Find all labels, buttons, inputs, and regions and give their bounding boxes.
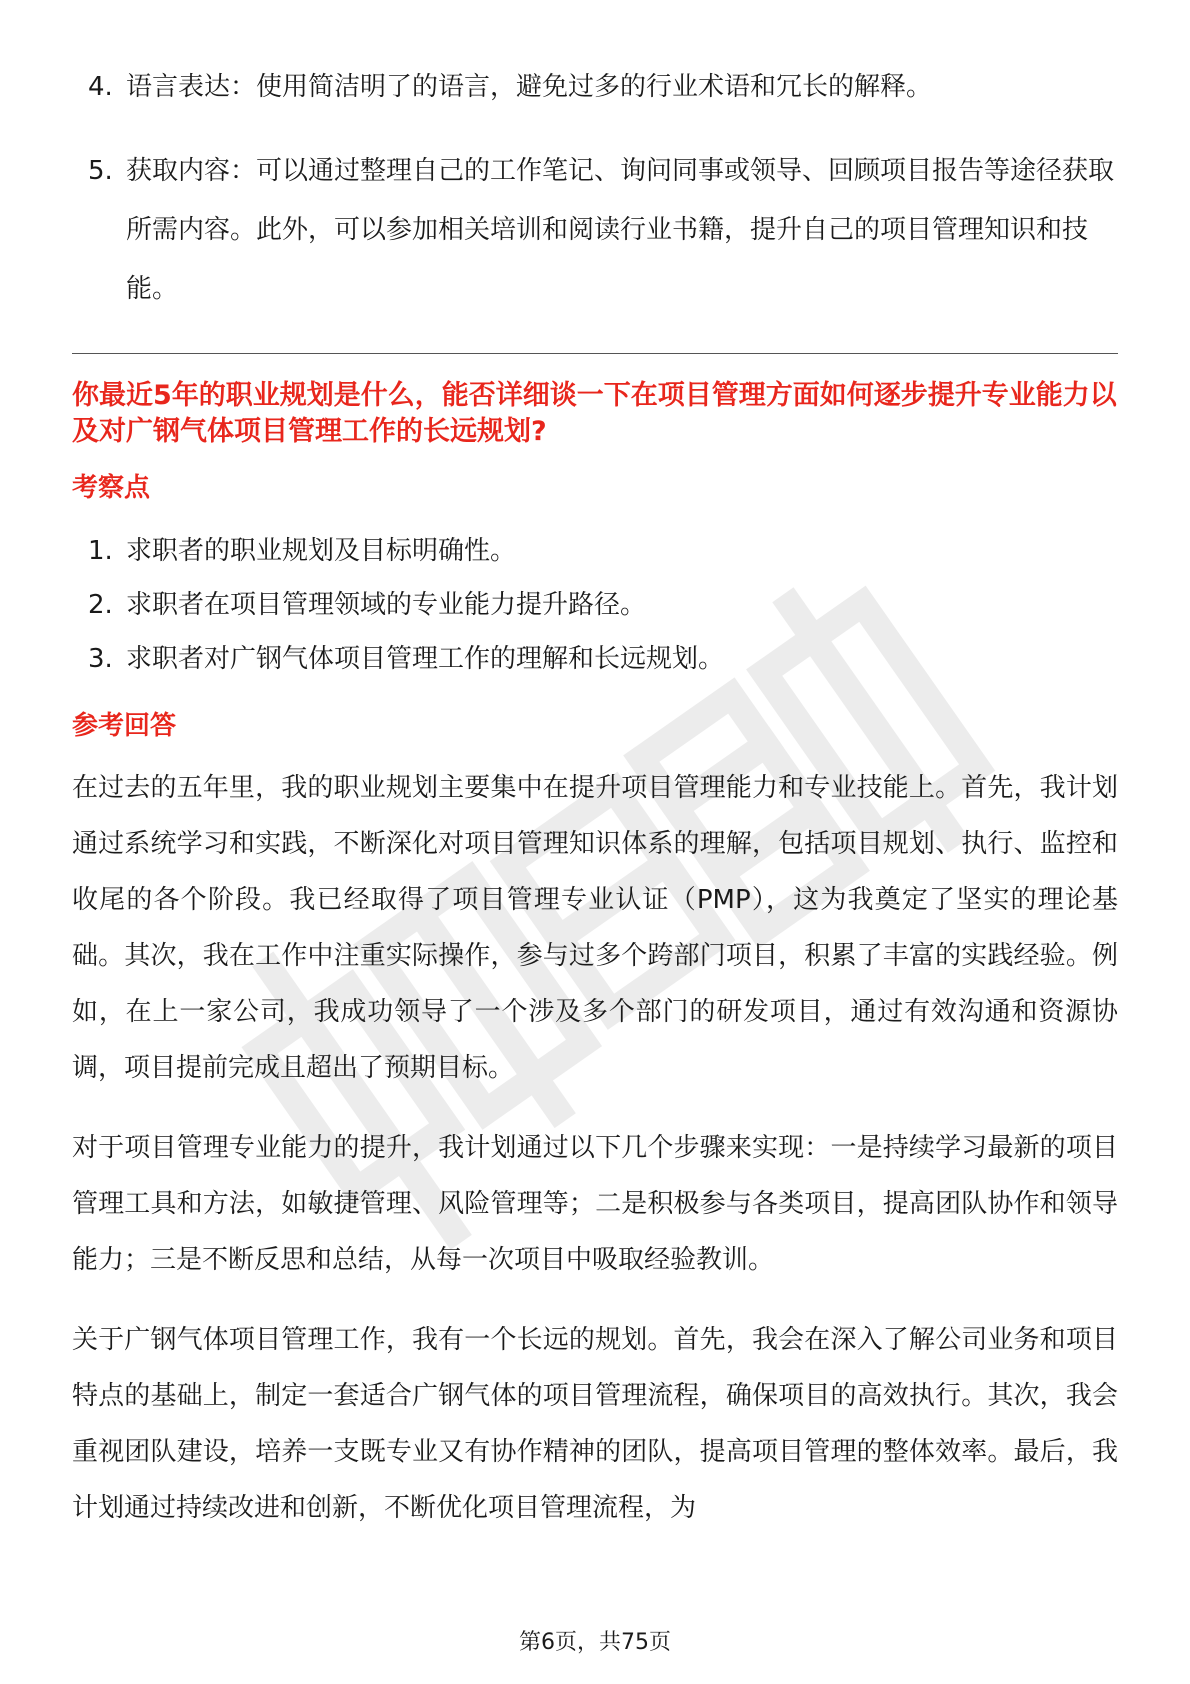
list-item — [72, 58, 1118, 117]
list-number: 4. — [88, 72, 113, 102]
list-item — [72, 578, 1118, 632]
answer-paragraph: 关于广钢气体项目管理工作，我有一个长远的规划。首先，我会在深入了解公司业务和项目特点的基础上，制定一套适合广钢气体的项目管理流程，确保项目的高效执行。其次，我会重视团队建设，培养一支既专业又有协作精神的团队，提高项目管理的整体效率。最后，我计划通过持续改进和创新，不断优化项目管理流程，为 — [72, 1325, 1118, 1523]
focus-points-list — [72, 524, 1118, 686]
list-number: 2. — [88, 590, 113, 620]
page-content — [72, 58, 1118, 1536]
list-text: 语言表达：使用简洁明了的语言，避免过多的行业术语和冗长的解释。 — [126, 72, 933, 102]
list-item — [72, 632, 1118, 686]
top-numbered-list — [72, 58, 1118, 319]
answer-paragraph: 对于项目管理专业能力的提升，我计划通过以下几个步骤来实现：一是持续学习最新的项目管理工具和方法，如敏捷管理、风险管理等；二是积极参与各类项目，提高团队协作和领导能力；三是不断反思和总结，从每一次项目中吸取经验教训。 — [72, 1133, 1118, 1275]
list-text: 求职者的职业规划及目标明确性。 — [126, 536, 517, 566]
list-number: 1. — [88, 536, 113, 566]
list-number: 3. — [88, 644, 113, 674]
answer-heading: 参考回答 — [72, 711, 177, 741]
list-text: 求职者在项目管理领域的专业能力提升路径。 — [126, 590, 647, 620]
answer-paragraph: 在过去的五年里，我的职业规划主要集中在提升项目管理能力和专业技能上。首先，我计划通过系统学习和实践，不断深化对项目管理知识体系的理解，包括项目规划、执行、监控和收尾的各个阶段。我已经取得了项目管理专业认证（PMP），这为我奠定了坚实的理论基础。其次，我在工作中注重实际操作，参与过多个跨部门项目，积累了丰富的实践经验。例如，在上一家公司，我成功领导了一个涉及多个部门的研发项目，通过有效沟通和资源协调，项目提前完成且超出了预期目标。 — [72, 773, 1118, 1083]
interview-question: 你最近5年的职业规划是什么，能否详细谈一下在项目管理方面如何逐步提升专业能力以及对广钢气体项目管理工作的长远规划? — [72, 380, 1117, 447]
focus-heading: 考察点 — [72, 473, 151, 503]
page-footer: 第6页，共75页 — [519, 1630, 671, 1655]
section-divider — [72, 353, 1118, 354]
list-number: 5. — [88, 156, 113, 186]
list-item — [72, 142, 1118, 319]
list-text: 求职者对广钢气体项目管理工作的理解和长远规划。 — [126, 644, 725, 674]
list-item — [72, 524, 1118, 578]
list-text: 获取内容：可以通过整理自己的工作笔记、询问同事或领导、回顾项目报告等途径获取所需内容。此外，可以参加相关培训和阅读行业书籍，提升自己的项目管理知识和技能。 — [126, 156, 1115, 304]
